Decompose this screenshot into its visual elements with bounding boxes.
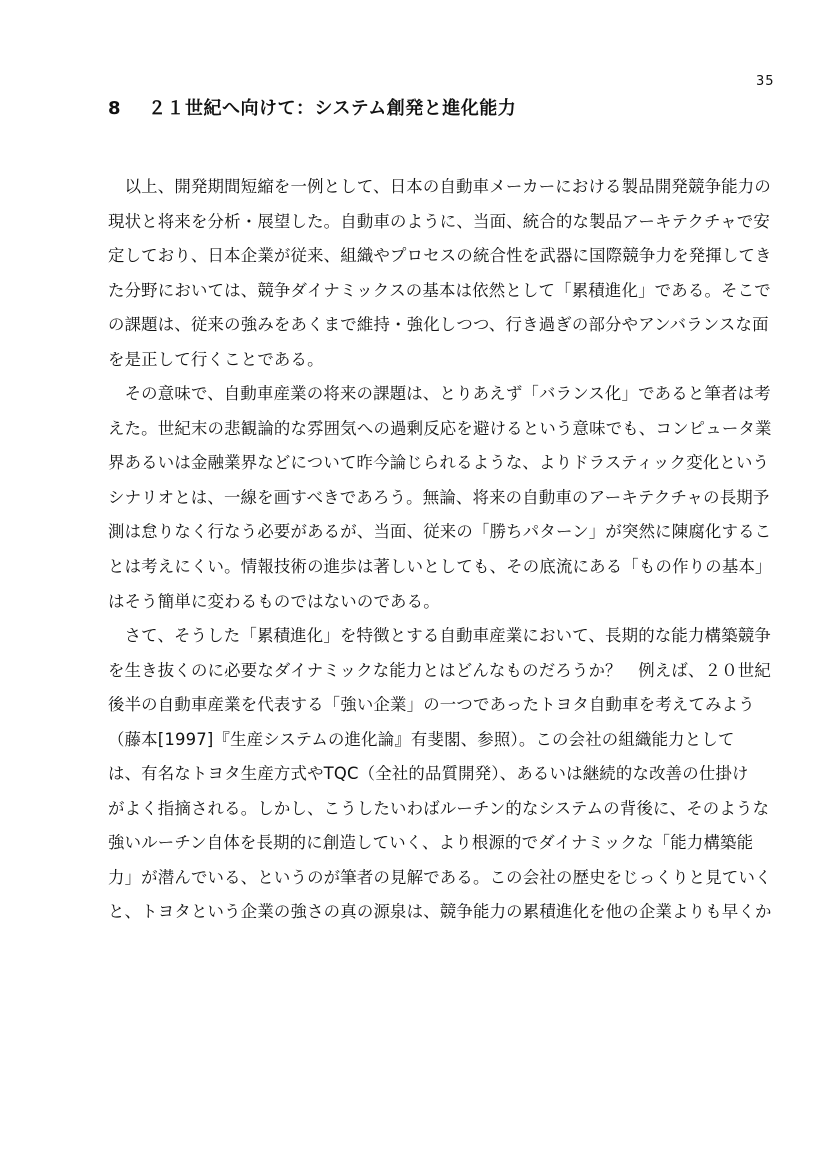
text-line: 以上、開発期間短縮を一例として、日本の自動車メーカーにおける製品開発競争能力の bbox=[108, 177, 771, 196]
text-line: はそう簡単に変わるものではないのである。 bbox=[108, 591, 440, 611]
text-line: がよく指摘される。しかし、こうしたいわばルーチン的なシステムの背後に、そのような bbox=[108, 798, 770, 818]
text-line: 測は怠りなく行なう必要があるが、当面、従来の「勝ちパターン」が突然に陳腐化するこ bbox=[108, 522, 772, 542]
text-line: を生き抜くのに必要なダイナミックな能力とはどんなものだろうか？ 例えば、２０世紀 bbox=[108, 660, 771, 680]
text-line: 界あるいは金融業界などについて昨今論じられるような、よりドラスティック変化という bbox=[108, 453, 770, 473]
text-line: さて、そうした「累積進化」を特徴とする自動車産業において、長期的な能力構築競争 bbox=[108, 626, 771, 646]
body-text bbox=[108, 170, 778, 930]
page-number: 35 bbox=[756, 74, 775, 89]
text-line: 後半の自動車産業を代表する「強い企業」の一つであったトヨタ自動車を考えてみよう bbox=[108, 695, 755, 715]
text-line: 現状と将来を分析・展望した。自動車のように、当面、統合的な製品アーキテクチャで安 bbox=[108, 211, 770, 231]
text-line: シナリオとは、一線を画すべきであろう。無論、将来の自動車のアーキテクチャの長期予 bbox=[108, 487, 770, 507]
section-number: 8 bbox=[108, 98, 122, 119]
text-line: えた。世紀末の悲観論的な雰囲気への過剰反応を避けるという意味でも、コンピュータ業 bbox=[108, 418, 772, 438]
text-line: と、トヨタという企業の強さの真の源泉は、競争能力の累積進化を他の企業よりも早くか bbox=[108, 902, 772, 922]
text-line: た分野においては、競争ダイナミックスの基本は依然として「累積進化」である。そこで bbox=[108, 280, 771, 300]
text-line: は、有名なトヨタ生産方式やTQC（全社的品質開発）、あるいは継続的な改善の仕掛け bbox=[108, 764, 749, 784]
text-line: の課題は、従来の強みをあくまで維持・強化しつつ、行き過ぎの部分やアンバランスな面 bbox=[108, 315, 769, 335]
text-line: 力」が潜んでいる、というのが筆者の見解である。この会社の歴史をじっくりと見ていく bbox=[108, 867, 772, 887]
text-line: その意味で、自動車産業の将来の課題は、とりあえず「バランス化」であると筆者は考 bbox=[108, 384, 771, 404]
text-line: （藤本[1997]『生産システムの進化論』有斐閣、参照）。この会社の組織能力として bbox=[108, 729, 735, 749]
text-line: とは考えにくい。情報技術の進歩は著しいとしても、その底流にある「もの作りの基本」 bbox=[108, 557, 772, 577]
text-line: を是正して行くことである。 bbox=[108, 349, 324, 369]
section-title: ２１世紀へ向けて：システム創発と進化能力 bbox=[148, 98, 517, 119]
text-line: 定しており、日本企業が従来、組織やプロセスの統合性を武器に国際競争力を発揮してき bbox=[108, 246, 772, 266]
section-heading bbox=[108, 94, 516, 120]
text-line: 強いルーチン自体を長期的に創造していく、より根源的でダイナミックな「能力構築能 bbox=[108, 833, 754, 853]
